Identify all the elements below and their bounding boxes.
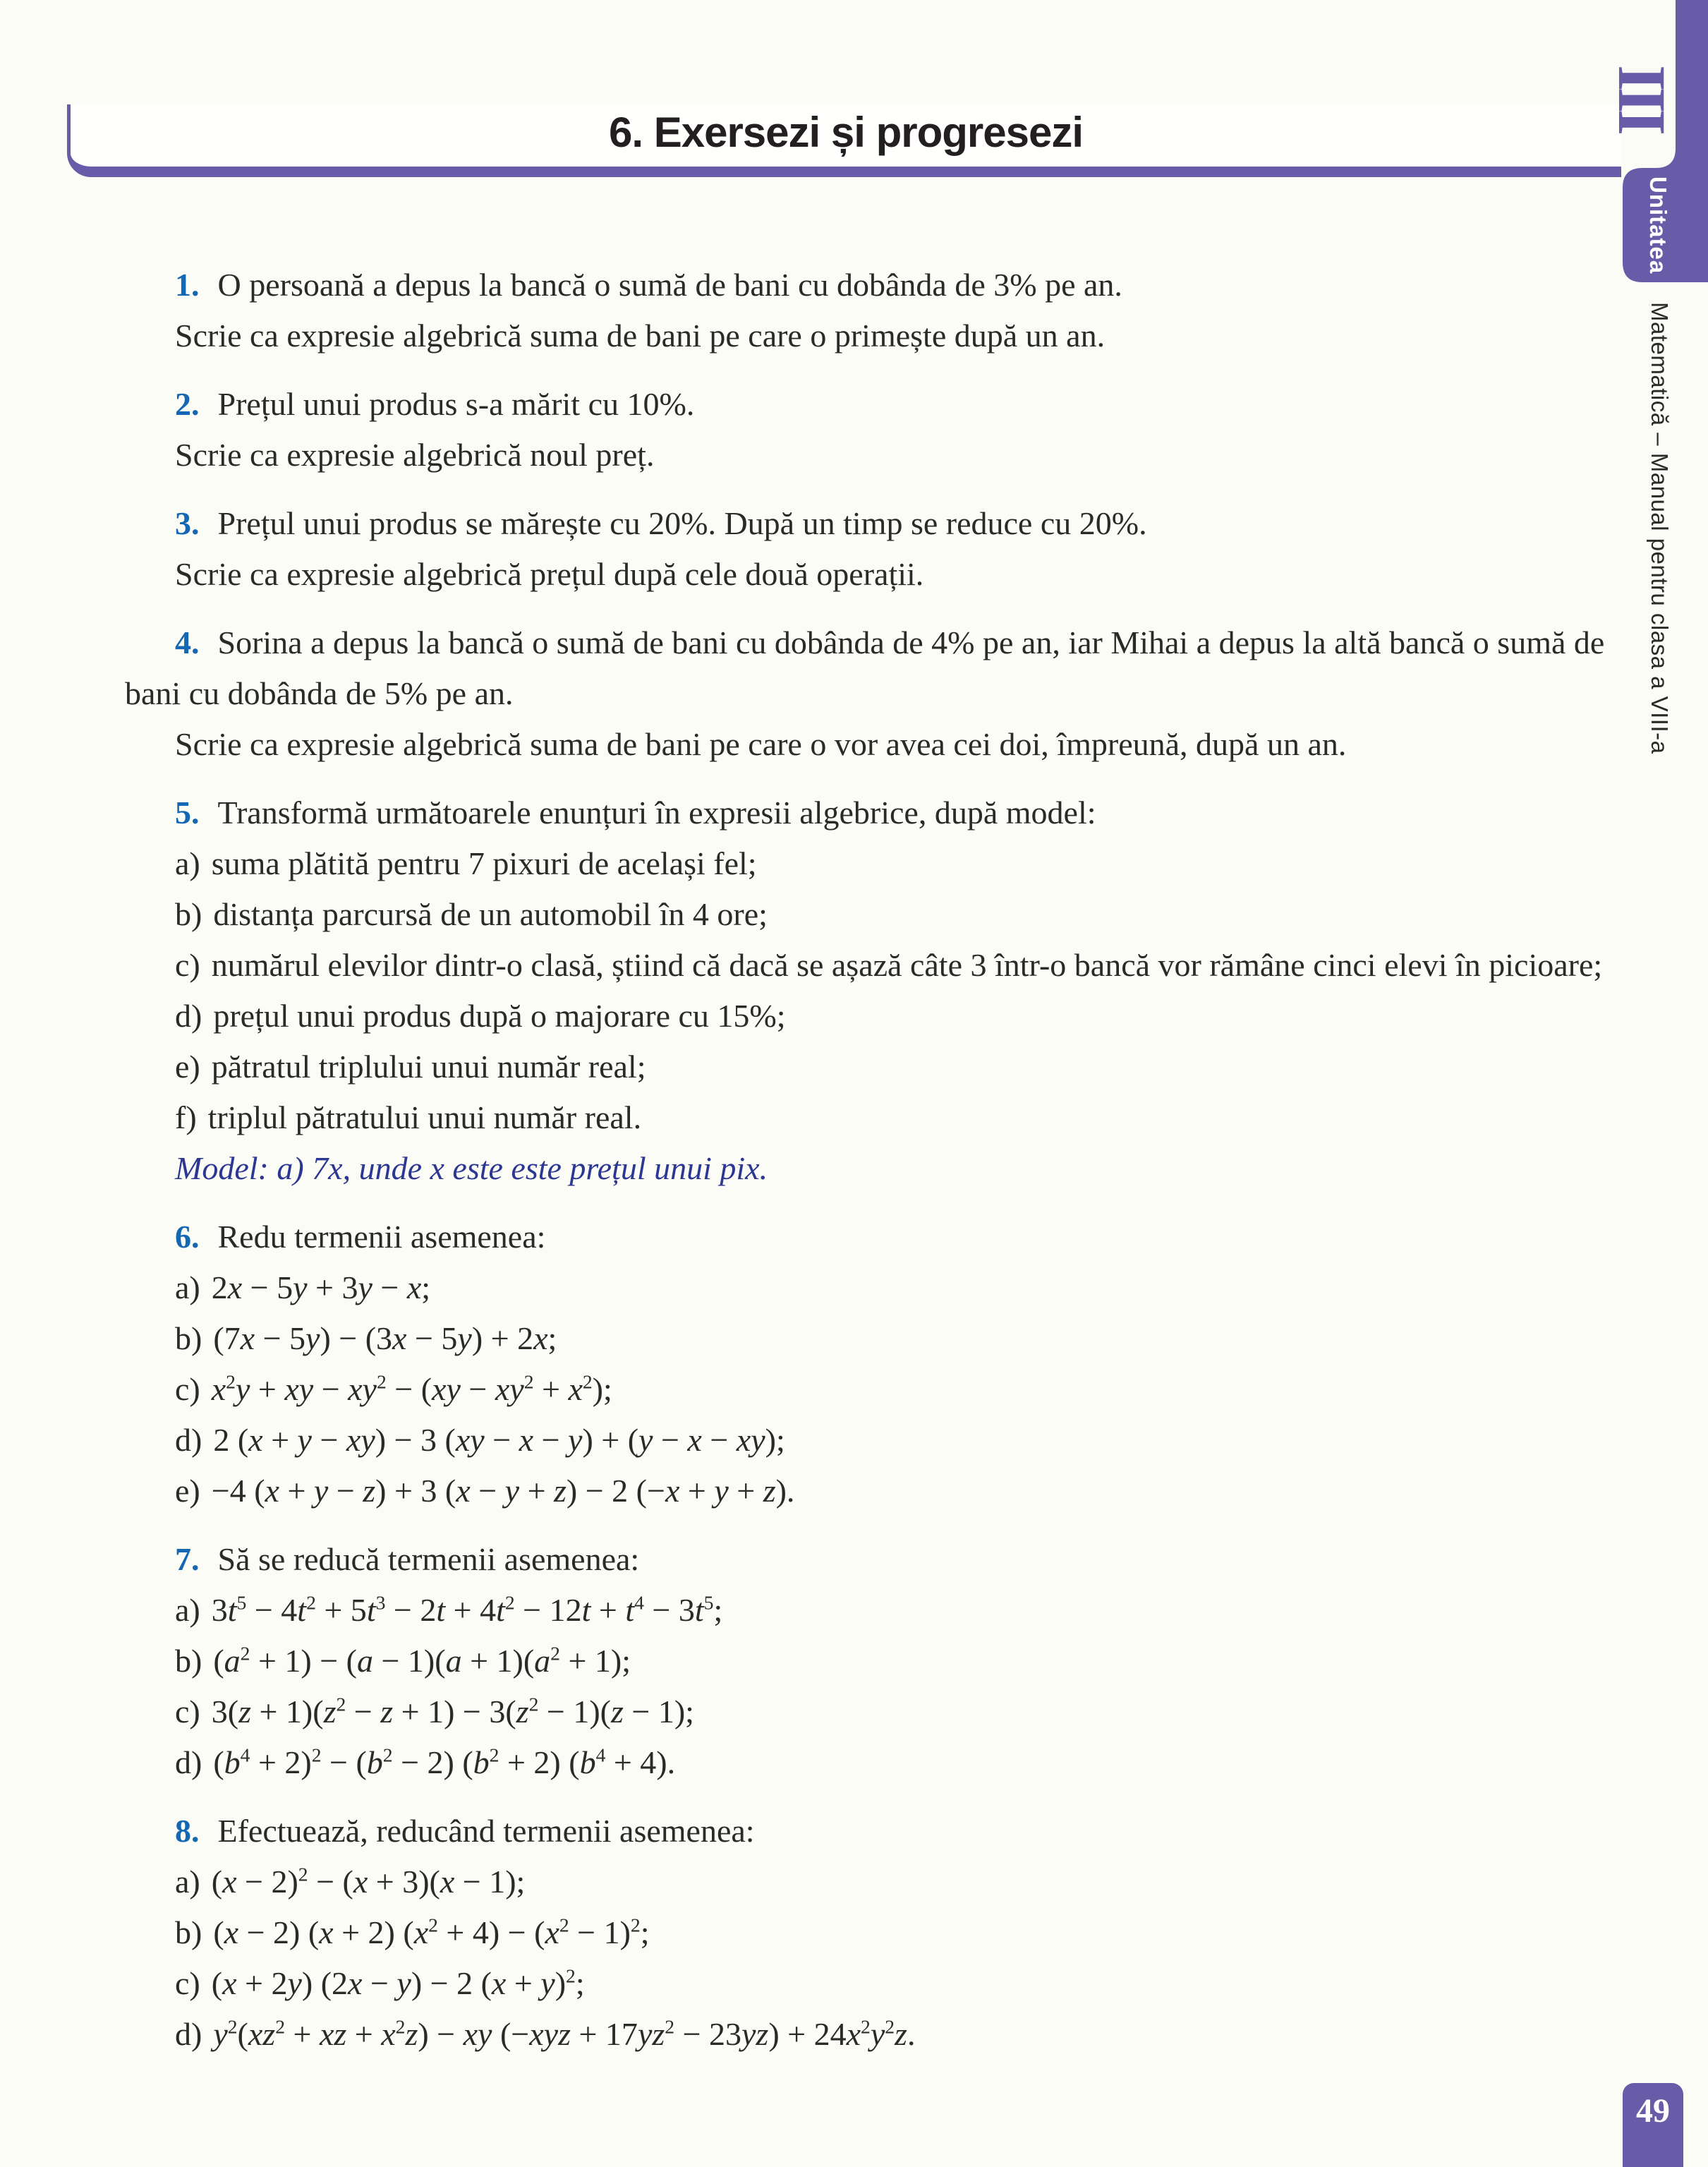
exercise-item (125, 991, 1609, 1042)
exercise-item (125, 2009, 1609, 2060)
exercise-item (125, 1636, 1609, 1686)
exercise-statement-text: Prețul unui produs se mărește cu 20%. După un timp se reduce cu 20%. (217, 505, 1147, 541)
exercise-2 (125, 379, 1609, 481)
exercise-number: 5. (175, 795, 200, 831)
item-label: c) (175, 1965, 200, 2001)
item-text: suma plătită pentru 7 pixuri de același fel; (211, 845, 757, 881)
exercise-1 (125, 260, 1609, 361)
exercise-statement-text: O persoană a depus la bancă o sumă de bani cu dobânda de 3% pe an. (217, 267, 1122, 303)
exercise-item (125, 1737, 1609, 1788)
exercise-statement-text: Transformă următoarele enunțuri în expresii algebrice, după model: (217, 795, 1096, 831)
exercise-item (125, 1585, 1609, 1636)
page-number: 49 (1636, 2092, 1670, 2130)
unit-tab-label: Unitatea (1645, 176, 1671, 274)
exercise-number: 6. (175, 1219, 200, 1255)
exercise-statement (125, 1806, 1609, 1857)
exercise-instruction: Scrie ca expresie algebrică noul preț. (175, 437, 655, 473)
exercise-item (125, 1042, 1609, 1092)
exercise-number: 8. (175, 1813, 200, 1849)
page-title: 6. Exersezi și progresezi (608, 109, 1084, 156)
item-expression: 2 (x + y − xy) − 3 (xy − x − y) + (y − x − xy); (213, 1422, 785, 1458)
item-text: triplul pătratului unui număr real. (207, 1099, 642, 1135)
unit-roman-numeral: III (1604, 65, 1680, 132)
item-label: d) (175, 998, 202, 1034)
exercise-item (125, 1686, 1609, 1737)
exercise-statement (125, 498, 1609, 549)
exercise-item (125, 1364, 1609, 1415)
exercise-item (125, 1857, 1609, 1907)
exercise-number: 1. (175, 267, 200, 303)
item-expression: $(x - 2)^2 - (x + 3)(x - 1)$; (211, 1863, 526, 1900)
exercise-7 (125, 1534, 1609, 1788)
item-text: pătratul triplului unui număr real; (211, 1049, 646, 1085)
exercise-statement (125, 1212, 1609, 1262)
exercise-statement-text: Redu termenii asemenea: (217, 1219, 546, 1255)
item-label: c) (175, 1371, 200, 1407)
item-expression: (7x − 5y) − (3x − 5y) + 2x; (213, 1320, 557, 1356)
item-label: c) (175, 947, 200, 983)
exercise-instruction: Scrie ca expresie algebrică prețul după cele două operații. (175, 556, 924, 592)
item-expression: $(b^4 + 2)^2 - (b^2 - 2) (b^2 + 2) (b^4 + 4)$. (213, 1744, 676, 1780)
exercise-statement (125, 379, 1609, 430)
exercise-8 (125, 1806, 1609, 2060)
item-label: a) (175, 1592, 200, 1628)
item-label: a) (175, 845, 200, 881)
item-expression: 2x − 5y + 3y − x; (211, 1269, 431, 1305)
item-label: b) (175, 896, 202, 932)
item-label: d) (175, 2016, 202, 2052)
item-label: c) (175, 1694, 200, 1730)
item-label: e) (175, 1473, 200, 1509)
book-title-vertical: Matematică – Manual pentru clasa a VIII-a (1647, 302, 1673, 754)
exercise-item (125, 940, 1609, 991)
exercise-statement (125, 787, 1609, 838)
model-line: Model: a) 7x, unde x este este prețul unui pix. (175, 1150, 768, 1186)
exercise-4 (125, 617, 1609, 770)
exercise-item (125, 1415, 1609, 1466)
exercise-item (125, 1262, 1609, 1313)
item-label: a) (175, 1864, 200, 1900)
exercise-statement (125, 617, 1609, 719)
item-expression: (x + 2y) (2x − y) − 2 $(x + y)^2$; (211, 1964, 585, 2001)
exercise-3 (125, 498, 1609, 600)
item-label: d) (175, 1744, 202, 1780)
exercise-statement-text: Să se reducă termenii asemenea: (217, 1541, 640, 1577)
exercise-instruction: Scrie ca expresie algebrică suma de bani pe care o vor avea cei doi, împreună, după un an. (175, 726, 1347, 762)
exercise-item (125, 838, 1609, 889)
item-label: f) (175, 1099, 197, 1135)
exercise-list (125, 260, 1609, 2060)
exercise-item (125, 889, 1609, 940)
exercise-6 (125, 1212, 1609, 1516)
item-label: b) (175, 1643, 202, 1679)
exercise-number: 3. (175, 505, 200, 541)
exercise-statement-text: Prețul unui produs s-a mărit cu 10%. (217, 386, 695, 422)
exercise-item (125, 1907, 1609, 1958)
exercise-statement (125, 1534, 1609, 1585)
exercise-5 (125, 787, 1609, 1194)
item-expression: $(a^2 + 1) - (a - 1)(a + 1)(a^2 + 1)$; (213, 1642, 631, 1679)
exercise-instruction: Scrie ca expresie algebrică suma de bani pe care o primește după un an. (175, 318, 1106, 354)
item-expression: $x^2y$ + xy − $xy^2 - (xy - xy^2 + x^2)$; (211, 1370, 612, 1407)
item-text: distanța parcursă de un automobil în 4 ore; (213, 896, 768, 932)
exercise-statement (125, 260, 1609, 310)
exercise-item (125, 1092, 1609, 1143)
item-expression: $3(z + 1)(z^2 - z + 1) - 3(z^2 - 1)(z - 1)$; (211, 1693, 694, 1730)
header-band (67, 104, 1621, 177)
item-label: d) (175, 1422, 202, 1458)
exercise-item (125, 1466, 1609, 1516)
item-expression: $y^2(xz^2$ + xz + $x^2z$) − xy $(-xyz + 17yz^2 - 23yz) + 24x^2y^2z$. (213, 2015, 916, 2052)
exercise-statement-text: Sorina a depus la bancă o sumă de bani cu dobânda de 4% pe an, iar Mihai a depus la altă bancă o sumă de bani cu dobânda de 5% pe an. (125, 624, 1605, 711)
item-expression: $3t^5 - 4t^2 + 5t^3 - 2t + 4t^2 - 12t + t^4 - 3t^5$; (211, 1591, 723, 1628)
exercise-number: 7. (175, 1541, 200, 1577)
item-text: numărul elevilor dintr-o clasă, știind că dacă se așază câte 3 într-o bancă vor rămâne cinci elevi în picioare; (211, 947, 1603, 983)
item-expression: (x − 2) (x + 2) $(x^2 + 4) - (x^2 - 1)^2$; (213, 1914, 650, 1950)
page-number-box (1623, 2083, 1683, 2167)
item-text: prețul unui produs după o majorare cu 15%; (213, 998, 786, 1034)
item-expression: −4 (x + y − z) + 3 (x − y + z) − 2 (−x + y + z). (211, 1473, 795, 1509)
exercise-statement-text: Efectuează, reducând termenii asemenea: (217, 1813, 755, 1849)
exercise-item (125, 1313, 1609, 1364)
item-label: a) (175, 1269, 200, 1305)
exercise-number: 4. (175, 624, 200, 660)
exercise-item (125, 1958, 1609, 2009)
item-label: b) (175, 1320, 202, 1356)
item-label: e) (175, 1049, 200, 1085)
exercise-number: 2. (175, 386, 200, 422)
item-label: b) (175, 1914, 202, 1950)
